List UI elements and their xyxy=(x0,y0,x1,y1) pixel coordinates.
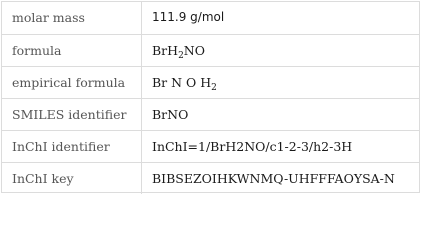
row-value: BrNO xyxy=(152,107,189,122)
formula-subscript: 2 xyxy=(211,83,217,93)
formula-part: Br N O H xyxy=(152,75,212,90)
row-label: InChI identifier xyxy=(2,131,142,162)
properties-table xyxy=(1,1,420,193)
row-label: formula xyxy=(2,35,142,66)
table-row-inchi xyxy=(2,130,419,162)
formula-part: BrH xyxy=(152,43,179,58)
table-row-inchi-key xyxy=(2,162,419,194)
row-value: 111.9 g/mol xyxy=(152,10,225,24)
row-label: InChI key xyxy=(2,163,142,194)
formula-subscript: 2 xyxy=(178,51,184,61)
table-row-empirical-formula xyxy=(2,66,419,98)
row-value-formula xyxy=(142,35,419,66)
formula-part: NO xyxy=(183,43,205,58)
table-row-formula xyxy=(2,34,419,66)
row-value-empirical-formula xyxy=(142,67,419,98)
table-row-smiles xyxy=(2,98,419,130)
row-label: molar mass xyxy=(2,2,142,34)
row-label: empirical formula xyxy=(2,67,142,98)
row-value: BIBSEZOIHKWNMQ-UHFFFAOYSA-N xyxy=(152,171,395,186)
table-row-molar-mass xyxy=(2,2,419,34)
row-label: SMILES identifier xyxy=(2,99,142,130)
row-value: InChI=1/BrH2NO/c1-2-3/h2-3H xyxy=(152,139,353,154)
